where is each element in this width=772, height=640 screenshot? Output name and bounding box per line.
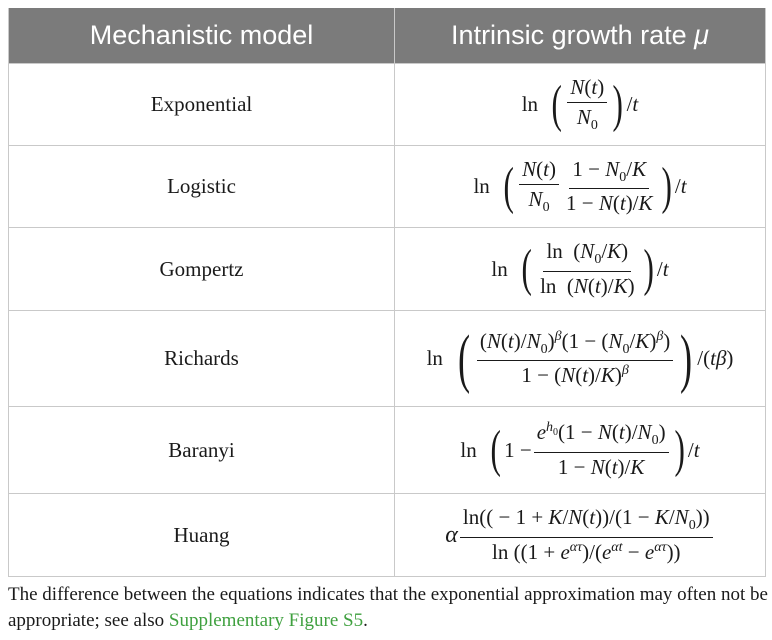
model-name: Logistic xyxy=(9,146,395,227)
table-row-huang xyxy=(9,493,765,576)
model-name: Huang xyxy=(9,494,395,576)
table-caption xyxy=(8,582,768,634)
table-row-richards xyxy=(9,310,765,406)
table-row-logistic xyxy=(9,145,765,227)
formula-exponential: ln ( $\frac{N(t)}{N_0}$ ) / t xyxy=(521,74,639,134)
table-header xyxy=(9,8,765,63)
header-intrinsic-growth-rate xyxy=(395,8,765,63)
formula-gompertz: ln ( $\frac{\ln (N_0/K)}{\ln (N(t)/K)}$ ) / t xyxy=(491,239,669,298)
formula-baranyi: ln ( 1 − $\frac{e^{h_0}(1 - N(t)/N_0)}{1 - N(t)/K}$ ) / t xyxy=(460,420,700,479)
model-name: Richards xyxy=(9,311,395,406)
supplementary-figure-link[interactable]: Supplementary Figure S5 xyxy=(168,610,364,631)
table-row-exponential xyxy=(9,63,765,145)
formula-huang: α $\frac{\ln(( - 1 + K/N(t))/(1 - K/N_0))}{\ln ((1 + e^{\alpha\tau})/(e^{\alpha t} - e^{\alpha\tau}))}$ xyxy=(395,494,765,576)
model-name: Gompertz xyxy=(9,228,395,310)
table-row-gompertz xyxy=(9,227,765,310)
table-row-baranyi xyxy=(9,406,765,493)
model-name: Baranyi xyxy=(9,407,395,493)
formula-richards: ln ( $\frac{(N(t)/N_0)^\beta(1 - (N_0/K)^\beta)}{1 - (N(t)/K)^\beta}$ ) /( tβ ) xyxy=(426,321,734,395)
header-growth-rate-label: Intrinsic growth rate xyxy=(451,20,687,50)
growth-rate-table xyxy=(8,8,766,577)
header-mechanistic-model: Mechanistic model xyxy=(9,8,395,63)
caption-end: . xyxy=(363,610,368,631)
caption-text: The difference between the equations indicates that the exponential approximation may often not be appropriate; see also xyxy=(8,584,768,631)
formula-logistic: ln ( $\frac{N(t)}{N_0}$ $\frac{1 - N_0/K}{1 - N(t)/K}$ ) / t xyxy=(473,156,687,216)
header-mu-symbol: μ xyxy=(694,20,709,50)
model-name: Exponential xyxy=(9,64,395,145)
